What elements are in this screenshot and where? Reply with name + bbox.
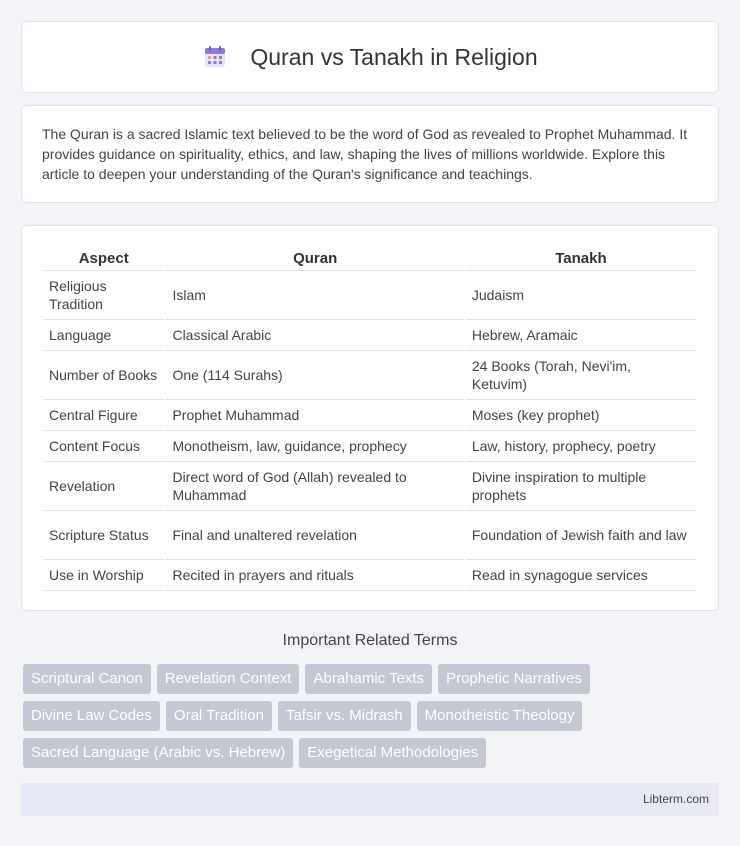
- term-tag[interactable]: Exegetical Methodologies: [299, 738, 486, 768]
- column-header-quran: Quran: [166, 246, 463, 271]
- table-row: [43, 351, 696, 400]
- term-tag[interactable]: Tafsir vs. Midrash: [278, 701, 411, 731]
- table-cell: Content Focus: [43, 431, 164, 462]
- table-cell: Number of Books: [43, 351, 164, 400]
- header-card: [21, 21, 719, 93]
- table-cell: Revelation: [43, 462, 164, 511]
- table-row: [43, 431, 696, 462]
- term-tag[interactable]: Sacred Language (Arabic vs. Hebrew): [23, 738, 293, 768]
- term-tag[interactable]: Monotheistic Theology: [417, 701, 583, 731]
- table-cell: 24 Books (Torah, Nevi'im, Ketuvim): [466, 351, 696, 400]
- column-header-aspect: Aspect: [43, 246, 164, 271]
- table-cell: Use in Worship: [43, 560, 164, 591]
- intro-text: The Quran is a sacred Islamic text believed to be the word of God as revealed to Prophet Muhammad. It provides guidance on spirituality, ethics, and law, shaping the lives of millions worldwide. Explore this article to deepen your understanding of the Quran's significance and teachings.: [42, 126, 688, 182]
- term-tag[interactable]: Revelation Context: [157, 664, 300, 694]
- table-cell: Islam: [166, 271, 463, 320]
- table-cell: Hebrew, Aramaic: [466, 320, 696, 351]
- table-cell: Direct word of God (Allah) revealed to Muhammad: [166, 462, 463, 511]
- table-cell: One (114 Surahs): [166, 351, 463, 400]
- table-cell: Judaism: [466, 271, 696, 320]
- intro-card: [21, 105, 719, 203]
- table-cell: Prophet Muhammad: [166, 400, 463, 431]
- term-tag[interactable]: Abrahamic Texts: [305, 664, 432, 694]
- table-cell: Foundation of Jewish faith and law: [466, 511, 696, 560]
- table-cell: Moses (key prophet): [466, 400, 696, 431]
- term-tag[interactable]: Scriptural Canon: [23, 664, 151, 694]
- table-cell: Monotheism, law, guidance, prophecy: [166, 431, 463, 462]
- term-tag[interactable]: Prophetic Narratives: [438, 664, 590, 694]
- footer-brand-link[interactable]: Libterm.com: [642, 792, 709, 806]
- calendar-icon: [202, 44, 228, 70]
- table-cell: Recited in prayers and rituals: [166, 560, 463, 591]
- table-cell: Scripture Status: [43, 511, 164, 560]
- term-tag[interactable]: Oral Tradition: [166, 701, 272, 731]
- table-cell: Final and unaltered revelation: [166, 511, 463, 560]
- table-row: [43, 271, 696, 320]
- table-row: [43, 462, 696, 511]
- term-tag[interactable]: Divine Law Codes: [23, 701, 160, 731]
- table-row: [43, 560, 696, 591]
- comparison-table: [41, 246, 698, 591]
- table-cell: Religious Tradition: [43, 271, 164, 320]
- table-row: [43, 320, 696, 351]
- footer: [21, 783, 719, 816]
- column-header-tanakh: Tanakh: [466, 246, 696, 271]
- related-terms-list: [23, 664, 723, 768]
- related-terms-title: Important Related Terms: [282, 632, 458, 649]
- table-cell: Read in synagogue services: [466, 560, 696, 591]
- table-row: [43, 511, 696, 560]
- table-cell: Law, history, prophecy, poetry: [466, 431, 696, 462]
- table-cell: Divine inspiration to multiple prophets: [466, 462, 696, 511]
- page-title: Quran vs Tanakh in Religion: [250, 43, 538, 70]
- comparison-table-card: [21, 225, 719, 611]
- table-cell: Classical Arabic: [166, 320, 463, 351]
- table-cell: Language: [43, 320, 164, 351]
- table-row: [43, 400, 696, 431]
- table-cell: Central Figure: [43, 400, 164, 431]
